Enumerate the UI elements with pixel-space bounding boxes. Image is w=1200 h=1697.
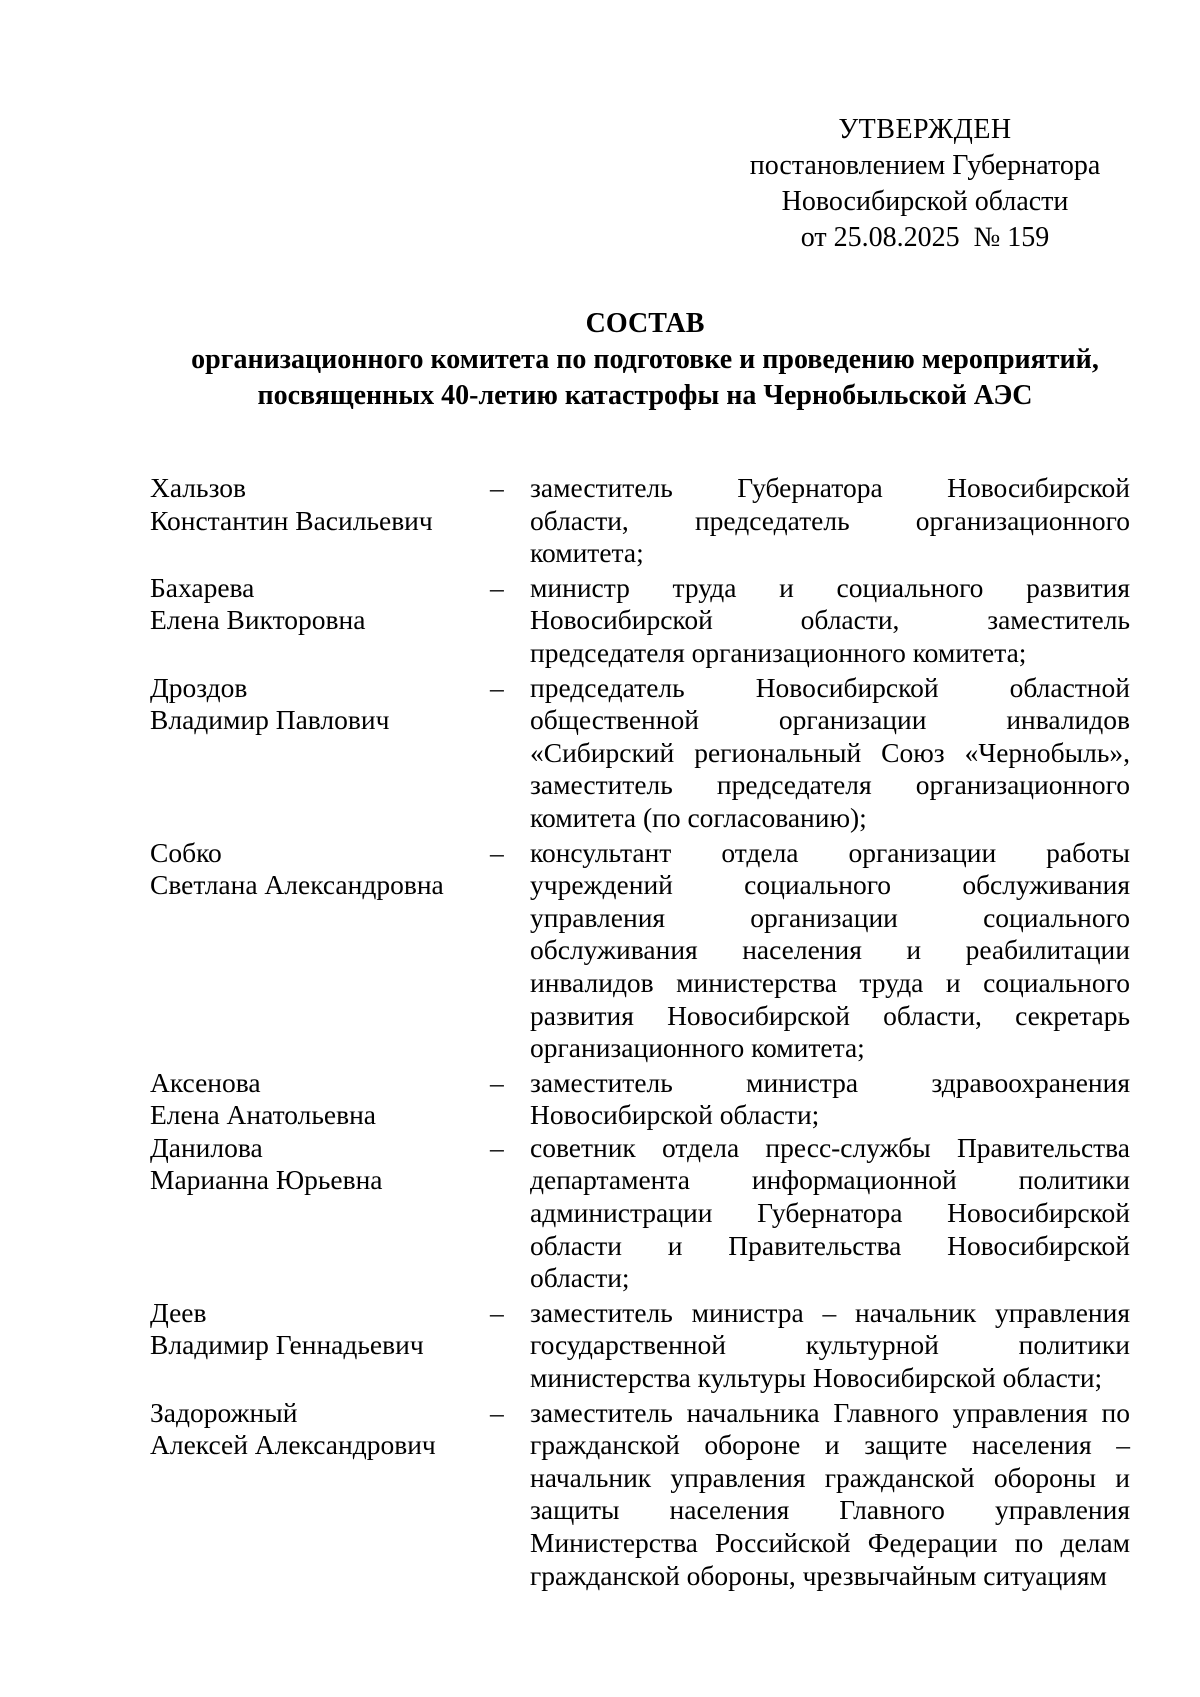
member-name xyxy=(150,672,490,835)
member-given-names: Елена Анатольевна xyxy=(150,1099,377,1131)
position-line: учреждений социального обслуживания xyxy=(530,869,1130,901)
position-line: председателя организационного комитета; xyxy=(530,636,1027,668)
approval-heading: УТВЕРЖДЕН xyxy=(838,114,1012,145)
member-row xyxy=(150,472,1140,570)
position-line: консультант отдела организации работы xyxy=(530,836,1130,868)
member-position xyxy=(530,837,1130,1065)
position-line: гражданской обороны, чрезвычайным ситуациям xyxy=(530,1559,1107,1591)
position-line: области; xyxy=(530,1262,630,1294)
position-line: заместитель председателя организационного xyxy=(530,769,1130,801)
approval-date-line xyxy=(740,220,1110,256)
position-line: министерства культуры Новосибирской области; xyxy=(530,1362,1103,1394)
approval-stamp xyxy=(740,112,1110,256)
position-line: инвалидов министерства труда и социального xyxy=(530,966,1130,998)
approval-date: от 25.08.2025 xyxy=(800,222,960,253)
position-line: Новосибирской области; xyxy=(530,1099,820,1131)
members-list xyxy=(150,472,1140,1592)
position-line: Министерства Российской Федерации по делам xyxy=(530,1527,1130,1558)
dash-separator: – xyxy=(490,1066,504,1098)
position-line: области, председатель организационного xyxy=(530,504,1130,536)
position-line: государственной культурной политики xyxy=(530,1329,1130,1361)
position-line: администрации Губернатора Новосибирской xyxy=(530,1197,1130,1229)
member-surname: Аксенова xyxy=(150,1066,261,1098)
position-line: «Сибирский региональный Союз «Чернобыль», xyxy=(530,736,1130,768)
position-line: заместитель министра здравоохранения xyxy=(530,1066,1130,1098)
member-name xyxy=(150,572,490,670)
title-main: СОСТАВ xyxy=(585,308,705,339)
position-line: обслуживания населения и реабилитации xyxy=(530,934,1130,966)
member-position xyxy=(530,1132,1130,1295)
position-line: заместитель начальника Главного управления по xyxy=(530,1396,1130,1428)
member-name xyxy=(150,1067,490,1132)
position-line: общественной организации инвалидов xyxy=(530,704,1130,736)
member-name xyxy=(150,1132,490,1295)
member-row xyxy=(150,672,1140,835)
dash-separator: – xyxy=(490,671,504,703)
member-row xyxy=(150,1132,1140,1295)
member-given-names: Светлана Александровна xyxy=(150,869,444,901)
approval-line-1: постановлением Губернатора xyxy=(749,150,1101,181)
position-line: департамента информационной политики xyxy=(530,1164,1130,1196)
member-row xyxy=(150,1067,1140,1132)
position-line: комитета (по согласованию); xyxy=(530,801,867,833)
member-surname: Деев xyxy=(150,1296,207,1328)
member-surname: Дроздов xyxy=(150,671,248,703)
member-name xyxy=(150,1397,490,1593)
dash-separator: – xyxy=(490,1396,504,1428)
dash-separator: – xyxy=(490,836,504,868)
member-name xyxy=(150,1297,490,1395)
position-line: гражданской обороне и защите населения – xyxy=(530,1429,1130,1461)
position-line: области и Правительства Новосибирской xyxy=(530,1229,1130,1261)
position-line: организационного комитета; xyxy=(530,1032,865,1064)
approval-number: № 159 xyxy=(973,222,1050,253)
approval-line-2: Новосибирской области xyxy=(781,186,1069,217)
member-position xyxy=(530,672,1130,835)
member-name xyxy=(150,472,490,570)
position-line: заместитель Губернатора Новосибирской xyxy=(530,472,1130,503)
member-name xyxy=(150,837,490,1065)
member-given-names: Марианна Юрьевна xyxy=(150,1164,383,1196)
member-row xyxy=(150,837,1140,1065)
member-position xyxy=(530,472,1130,570)
position-line: развития Новосибирской области, секретарь xyxy=(530,999,1130,1031)
member-surname: Собко xyxy=(150,836,222,868)
member-surname: Задорожный xyxy=(150,1396,298,1428)
member-surname: Данилова xyxy=(150,1131,263,1163)
dash-separator: – xyxy=(490,571,504,603)
member-position xyxy=(530,1067,1130,1132)
member-given-names: Елена Викторовна xyxy=(150,604,366,636)
document-title xyxy=(120,306,1170,414)
position-line: министр труда и социального развития xyxy=(530,571,1130,603)
position-line: управления организации социального xyxy=(530,901,1130,933)
position-line: советник отдела пресс-службы Правительства xyxy=(530,1131,1130,1163)
member-position xyxy=(530,1397,1130,1593)
member-position xyxy=(530,1297,1130,1395)
position-line: Новосибирской области, заместитель xyxy=(530,604,1130,636)
dash-separator: – xyxy=(490,1296,504,1328)
member-position xyxy=(530,572,1130,670)
member-given-names: Владимир Геннадьевич xyxy=(150,1329,424,1361)
member-row xyxy=(150,1297,1140,1395)
member-row xyxy=(150,1397,1140,1593)
member-given-names: Владимир Павлович xyxy=(150,704,390,736)
position-line: защиты населения Главного управления xyxy=(530,1494,1130,1526)
title-line-1: организационного комитета по подготовке и проведению мероприятий, xyxy=(191,344,1099,375)
member-row xyxy=(150,572,1140,670)
title-line-2: посвященных 40-летию катастрофы на Чернобыльской АЭС xyxy=(257,380,1033,411)
position-line: заместитель министра – начальник управления xyxy=(530,1296,1130,1328)
member-given-names: Алексей Александрович xyxy=(150,1429,436,1461)
member-surname: Бахарева xyxy=(150,571,255,603)
dash-separator: – xyxy=(490,472,504,503)
position-line: начальник управления гражданской обороны и xyxy=(530,1461,1130,1493)
position-line: комитета; xyxy=(530,537,644,569)
member-surname: Хальзов xyxy=(150,472,247,503)
position-line: председатель Новосибирской областной xyxy=(530,671,1130,703)
dash-separator: – xyxy=(490,1131,504,1163)
member-given-names: Константин Васильевич xyxy=(150,504,433,536)
